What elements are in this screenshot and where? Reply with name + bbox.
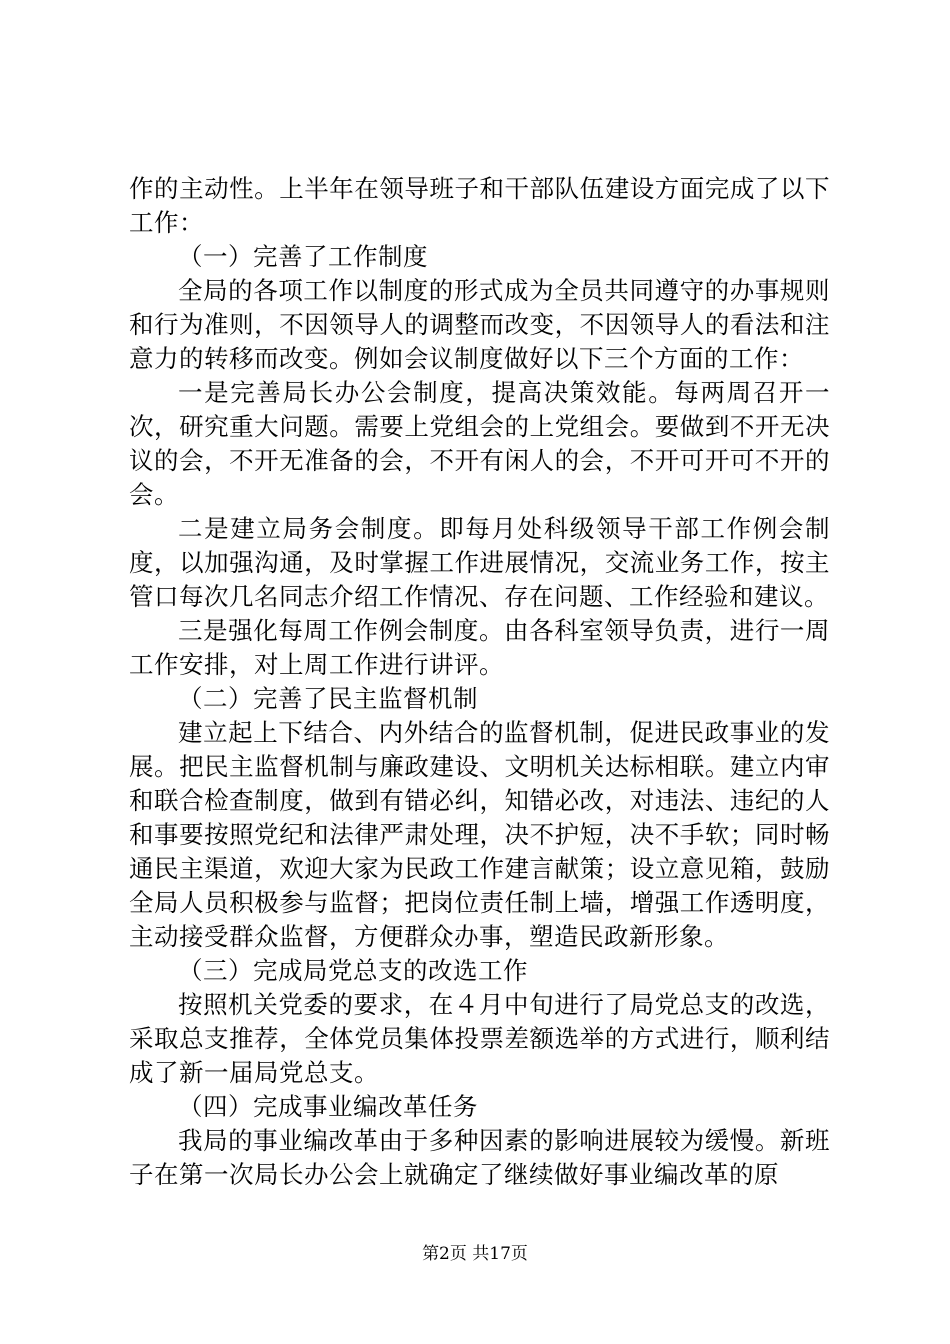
paragraph: 二是建立局务会制度。即每月处科级领导干部工作例会制度，以加强沟通，及时掌握工作进展情况，交流业务工作，按主管口每次几名同志介绍工作情况、存在问题、工作经验和建议。 [129,514,830,611]
paragraph: 一是完善局长办公会制度，提高决策效能。每两周召开一次，研究重大问题。需要上党组会的上党组会。要做到不开无决议的会，不开无准备的会，不开有闲人的会，不开可开可不开的会。 [129,378,830,509]
section-heading-1: （一）完善了工作制度 [178,242,428,271]
page-number-footer: 第2页 共17页 [422,1244,528,1264]
section-heading-4: （四）完成事业编改革任务 [178,1092,478,1121]
paragraph-continued: 作的主动性。上半年在领导班子和干部队伍建设方面完成了以下工作： [129,174,830,237]
paragraph: 按照机关党委的要求，在４月中旬进行了局党总支的改选，采取总支推荐，全体党员集体投票差额选举的方式进行，顺利结成了新一届局党总支。 [129,990,830,1087]
section-heading-2: （二）完善了民主监督机制 [178,684,478,713]
paragraph: 三是强化每周工作例会制度。由各科室领导负责，进行一周工作安排，对上周工作进行讲评。 [129,616,830,679]
document-body [129,172,830,1192]
paragraph: 我局的事业编改革由于多种因素的影响进展较为缓慢。新班子在第一次局长办公会上就确定了继续做好事业编改革的原 [129,1126,830,1189]
section-heading-3: （三）完成局党总支的改选工作 [178,956,528,985]
paragraph: 建立起上下结合、内外结合的监督机制，促进民政事业的发展。把民主监督机制与廉政建设、文明机关达标相联。建立内审和联合检查制度，做到有错必纠，知错必改，对违法、违纪的人和事要按照党纪和法律严肃处理，决不护短，决不手软；同时畅通民主渠道，欢迎大家为民政工作建言献策；设立意见箱，鼓励全局人员积极参与监督；把岗位责任制上墙，增强工作透明度，主动接受群众监督，方便群众办事，塑造民政新形象。 [129,718,830,951]
paragraph: 全局的各项工作以制度的形式成为全员共同遵守的办事规则和行为准则，不因领导人的调整而改变，不因领导人的看法和注意力的转移而改变。例如会议制度做好以下三个方面的工作： [129,276,830,373]
